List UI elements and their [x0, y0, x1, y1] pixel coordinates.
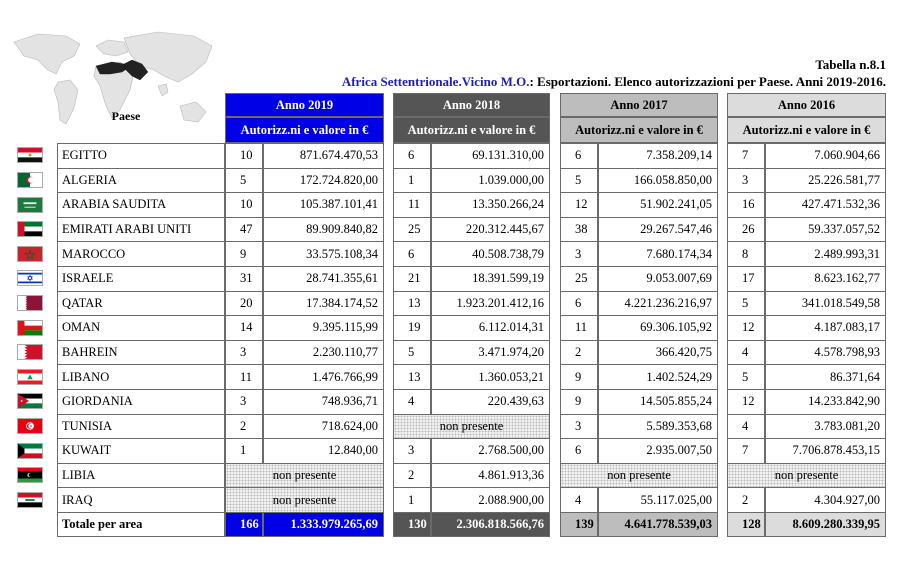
authorization-value: 871.674.470,53: [263, 143, 384, 169]
authorization-value: 69.306.105,92: [598, 315, 718, 341]
authorization-count: 4: [727, 340, 765, 366]
authorization-value: 6.112.014,31: [431, 315, 550, 341]
authorization-count: 25: [393, 217, 431, 243]
bahrain-flag: [17, 344, 43, 360]
not-present-cell: non presente: [225, 487, 384, 513]
authorization-count: 38: [560, 217, 598, 243]
authorization-count: 12: [727, 315, 765, 341]
iraq-flag: [17, 492, 43, 508]
country-cell: MAROCCO: [57, 241, 225, 267]
authorization-value: 59.337.057,52: [765, 217, 886, 243]
authorization-value: 4.861.913,36: [431, 463, 550, 489]
authorization-value: 220.439,63: [431, 389, 550, 415]
authorization-value: 33.575.108,34: [263, 241, 384, 267]
authorization-count: 14: [225, 315, 263, 341]
country-cell: ISRAELE: [57, 266, 225, 292]
sub-header-4: Autorizz.ni e valore in €: [727, 117, 886, 143]
authorization-count: 6: [560, 291, 598, 317]
authorization-value: 4.221.236.216,97: [598, 291, 718, 317]
authorization-count: 4: [727, 414, 765, 440]
tunisia-flag: [17, 418, 43, 434]
authorization-count: 6: [393, 241, 431, 267]
authorization-count: 47: [225, 217, 263, 243]
authorization-value: 7.706.878.453,15: [765, 438, 886, 464]
authorization-count: 26: [727, 217, 765, 243]
authorization-count: 3: [225, 340, 263, 366]
authorization-value: 18.391.599,19: [431, 266, 550, 292]
authorization-value: 12.840,00: [263, 438, 384, 464]
authorization-value: 1.923.201.412,16: [431, 291, 550, 317]
authorization-value: 69.131.310,00: [431, 143, 550, 169]
country-cell: LIBANO: [57, 364, 225, 390]
authorization-count: 19: [393, 315, 431, 341]
authorization-value: 89.909.840,82: [263, 217, 384, 243]
authorization-value: 2.489.993,31: [765, 241, 886, 267]
authorization-count: 11: [560, 315, 598, 341]
authorization-count: 11: [225, 364, 263, 390]
authorization-value: 13.350.266,24: [431, 192, 550, 218]
authorization-count: 4: [560, 487, 598, 513]
total-value: 1.333.979.265,69: [263, 512, 384, 537]
authorization-value: 1.039.000,00: [431, 168, 550, 194]
not-present-cell: non presente: [393, 414, 550, 440]
total-value: 8.609.280.339,95: [765, 512, 886, 537]
oman-flag: [17, 320, 43, 336]
authorization-value: 220.312.445,67: [431, 217, 550, 243]
total-count: 166: [225, 512, 263, 537]
authorization-value: 718.624,00: [263, 414, 384, 440]
authorization-value: 55.117.025,00: [598, 487, 718, 513]
authorization-count: 5: [727, 291, 765, 317]
authorization-count: 17: [727, 266, 765, 292]
lebanon-flag: [17, 369, 43, 385]
total-label: Totale per area: [57, 512, 225, 537]
authorization-value: 366.420,75: [598, 340, 718, 366]
total-count: 130: [393, 512, 431, 537]
authorization-count: 5: [727, 364, 765, 390]
total-value: 2.306.818.566,76: [431, 512, 550, 537]
country-cell: EMIRATI ARABI UNITI: [57, 217, 225, 243]
authorization-count: 1: [225, 438, 263, 464]
authorization-count: 6: [560, 143, 598, 169]
authorization-value: 7.060.904,66: [765, 143, 886, 169]
jordan-flag: [17, 393, 43, 409]
authorization-count: 31: [225, 266, 263, 292]
authorization-count: 2: [225, 414, 263, 440]
country-cell: GIORDANIA: [57, 389, 225, 415]
authorization-count: 12: [560, 192, 598, 218]
authorization-value: 172.724.820,00: [263, 168, 384, 194]
authorization-count: 2: [727, 487, 765, 513]
authorization-value: 25.226.581,77: [765, 168, 886, 194]
authorization-count: 1: [393, 168, 431, 194]
country-cell: OMAN: [57, 315, 225, 341]
authorization-count: 5: [393, 340, 431, 366]
authorization-value: 166.058.850,00: [598, 168, 718, 194]
authorization-count: 5: [560, 168, 598, 194]
authorization-value: 14.505.855,24: [598, 389, 718, 415]
country-cell: LIBIA: [57, 463, 225, 489]
sub-header-3: Autorizz.ni e valore in €: [560, 117, 718, 143]
authorization-value: 2.088.900,00: [431, 487, 550, 513]
authorization-count: 1: [393, 487, 431, 513]
authorization-count: 21: [393, 266, 431, 292]
not-present-cell: non presente: [560, 463, 718, 489]
authorization-value: 1.476.766,99: [263, 364, 384, 390]
authorization-count: 13: [393, 364, 431, 390]
country-cell: BAHREIN: [57, 340, 225, 366]
authorization-count: 7: [727, 438, 765, 464]
authorization-value: 2.935.007,50: [598, 438, 718, 464]
authorization-count: 25: [560, 266, 598, 292]
authorization-count: 3: [393, 438, 431, 464]
authorization-value: 4.304.927,00: [765, 487, 886, 513]
authorization-count: 3: [225, 389, 263, 415]
authorization-count: 11: [393, 192, 431, 218]
world-map-image: [8, 24, 220, 144]
authorization-value: 1.360.053,21: [431, 364, 550, 390]
total-value: 4.641.778.539,03: [598, 512, 718, 537]
authorization-value: 7.358.209,14: [598, 143, 718, 169]
israel-flag: [17, 270, 43, 286]
authorization-value: 748.936,71: [263, 389, 384, 415]
authorization-value: 51.902.241,05: [598, 192, 718, 218]
authorization-value: 40.508.738,79: [431, 241, 550, 267]
authorization-value: 17.384.174,52: [263, 291, 384, 317]
authorization-value: 427.471.532,36: [765, 192, 886, 218]
country-cell: TUNISIA: [57, 414, 225, 440]
country-cell: IRAQ: [57, 487, 225, 513]
authorization-count: 7: [727, 143, 765, 169]
egypt-flag: [17, 147, 43, 163]
country-cell: KUWAIT: [57, 438, 225, 464]
morocco-flag: [17, 246, 43, 262]
not-present-cell: non presente: [727, 463, 886, 489]
region-name: Africa Settentrionale.Vicino M.O.: [341, 74, 530, 89]
authorization-count: 6: [560, 438, 598, 464]
total-count: 139: [560, 512, 598, 537]
authorization-value: 1.402.524,29: [598, 364, 718, 390]
country-cell: ARABIA SAUDITA: [57, 192, 225, 218]
authorization-count: 9: [560, 389, 598, 415]
algeria-flag: [17, 172, 43, 188]
authorization-value: 3.783.081,20: [765, 414, 886, 440]
table-subtitle: [342, 73, 886, 90]
uae-flag: [17, 221, 43, 237]
authorization-value: 4.187.083,17: [765, 315, 886, 341]
authorization-value: 86.371,64: [765, 364, 886, 390]
sub-header-2: Autorizz.ni e valore in €: [393, 117, 550, 143]
authorization-count: 4: [393, 389, 431, 415]
authorization-value: 8.623.162,77: [765, 266, 886, 292]
authorization-count: 3: [560, 241, 598, 267]
authorization-value: 3.471.974,20: [431, 340, 550, 366]
year-header-2: Anno 2018: [393, 93, 550, 117]
authorization-value: 2.230.110,77: [263, 340, 384, 366]
country-cell: EGITTO: [57, 143, 225, 169]
authorization-count: 10: [225, 143, 263, 169]
authorization-value: 2.768.500,00: [431, 438, 550, 464]
authorization-value: 9.395.115,99: [263, 315, 384, 341]
not-present-cell: non presente: [225, 463, 384, 489]
authorization-value: 4.578.798,93: [765, 340, 886, 366]
authorization-value: 28.741.355,61: [263, 266, 384, 292]
saudi-arabia-flag: [17, 197, 43, 213]
subtitle-text: : Esportazioni. Elenco autorizzazioni per Paese. Anni 2019-2016.: [529, 74, 886, 89]
authorization-count: 2: [560, 340, 598, 366]
authorization-value: 7.680.174,34: [598, 241, 718, 267]
sub-header-1: Autorizz.ni e valore in €: [225, 117, 384, 143]
authorization-value: 5.589.353,68: [598, 414, 718, 440]
total-count: 128: [727, 512, 765, 537]
authorization-count: 20: [225, 291, 263, 317]
authorization-count: 6: [393, 143, 431, 169]
country-cell: QATAR: [57, 291, 225, 317]
authorization-count: 12: [727, 389, 765, 415]
authorization-value: 9.053.007,69: [598, 266, 718, 292]
year-header-4: Anno 2016: [727, 93, 886, 117]
authorization-count: 2: [393, 463, 431, 489]
authorization-value: 14.233.842,90: [765, 389, 886, 415]
year-header-3: Anno 2017: [560, 93, 718, 117]
authorization-value: 29.267.547,46: [598, 217, 718, 243]
authorization-count: 16: [727, 192, 765, 218]
paese-label: Paese: [111, 109, 141, 123]
authorization-count: 5: [225, 168, 263, 194]
table-number: Tabella n.8.1: [815, 57, 886, 72]
authorization-count: 9: [225, 241, 263, 267]
authorization-count: 13: [393, 291, 431, 317]
authorization-count: 9: [560, 364, 598, 390]
authorization-count: 3: [560, 414, 598, 440]
authorization-count: 8: [727, 241, 765, 267]
year-header-1: Anno 2019: [225, 93, 384, 117]
qatar-flag: [17, 295, 43, 311]
table-title: [342, 56, 886, 90]
authorization-value: 341.018.549,58: [765, 291, 886, 317]
kuwait-flag: [17, 443, 43, 459]
authorization-value: 105.387.101,41: [263, 192, 384, 218]
libya-flag: [17, 467, 43, 483]
authorization-count: 10: [225, 192, 263, 218]
country-cell: ALGERIA: [57, 168, 225, 194]
authorization-count: 3: [727, 168, 765, 194]
